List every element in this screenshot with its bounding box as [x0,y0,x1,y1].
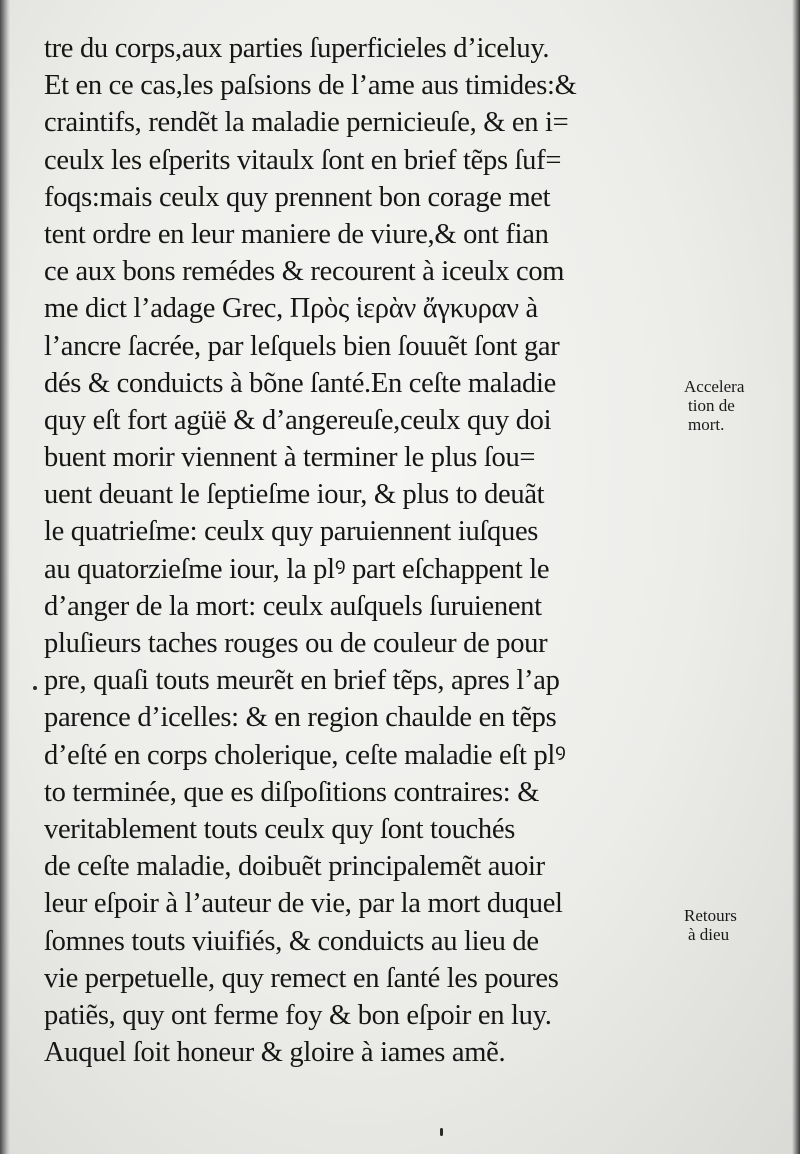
text-line: foqs:mais ceulx quy prennent bon corage met [44,181,551,213]
text-line: leur eſpoir à l’auteur de vie, par la mort duquel [44,888,563,920]
text-line: de ceſte maladie, doibuẽt principalemẽt auoir [44,851,545,883]
text-line: l’ancre ſacrée, par leſquels bien ſouuẽt ſont gar [44,330,560,362]
page-edge-shadow [792,0,800,1154]
margin-note-line: à dieu [688,925,730,944]
ink-speck [440,1128,443,1136]
text-line: pre, quaſi touts meurẽt en brief tẽps, apres l’ap [44,665,560,697]
text-line: ſomnes touts viuifiés, & conduicts au lieu de [44,925,539,957]
text-line: tent ordre en leur maniere de viure,& ont fian [44,218,549,250]
text-line: veritablement touts ceulx quy ſont touchés [44,813,515,845]
text-line: le quatrieſme: ceulx quy paruiennent iuſques [44,516,539,548]
text-line: to terminée, que es diſpoſitions contraires: & [44,776,540,808]
margin-note-acceleration [684,377,744,434]
text-line: vie perpetuelle, quy remect en ſanté les poures [44,962,559,994]
text-line: quy eſt fort agüë & d’angereuſe,ceulx quy doi [44,404,552,436]
margin-note-line: Retours [684,906,737,925]
ink-speck [33,686,37,690]
text-line: Auquel ſoit honeur & gloire à iames amẽ. [44,1037,506,1069]
text-line: d’anger de la mort: ceulx auſquels ſuruienent [44,590,542,622]
text-line: patiẽs, quy ont ferme foy & bon eſpoir en luy. [44,999,552,1031]
margin-note-line: tion de [688,396,735,415]
text-line: ce aux bons remédes & recourent à iceulx com [44,256,565,288]
text-line: parence d’icelles: & en region chaulde en tẽps [44,702,557,734]
text-line: craintifs, rendẽt la maladie pernicieuſe, & en i= [44,107,569,139]
text-line: tre du corps,aux parties ſuperficieles d’iceluy. [44,33,550,64]
margin-note-line: mort. [688,415,725,434]
margin-note-retours [684,906,737,944]
text-line: uent deuant le ſeptieſme iour, & plus to deuãt [44,479,545,511]
text-line: me dict l’adage Grec, Πρὸς ἱερὰν ἄγκυραν à [44,293,538,325]
text-line: pluſieurs taches rouges ou de couleur de pour [44,628,548,659]
text-line: dés & conduicts à bõne ſanté.En ceſte maladie [44,367,556,399]
page-gutter-shadow [0,0,10,1154]
text-line: ceulx les eſperits vitaulx ſont en brief tẽps ſuf= [44,144,562,176]
margin-note-line: Accelera [684,377,745,396]
text-line: buent morir viennent à terminer le plus ſou= [44,442,536,474]
body-text [44,30,684,1071]
text-line: au quatorzieſme iour, la plꝰ part eſchappent le [44,553,550,585]
text-line: d’eſté en corps cholerique, ceſte maladie eſt plꝰ [44,739,566,771]
text-line: Et en ce cas,les paſsions de l’ame aus timides:& [44,70,577,102]
